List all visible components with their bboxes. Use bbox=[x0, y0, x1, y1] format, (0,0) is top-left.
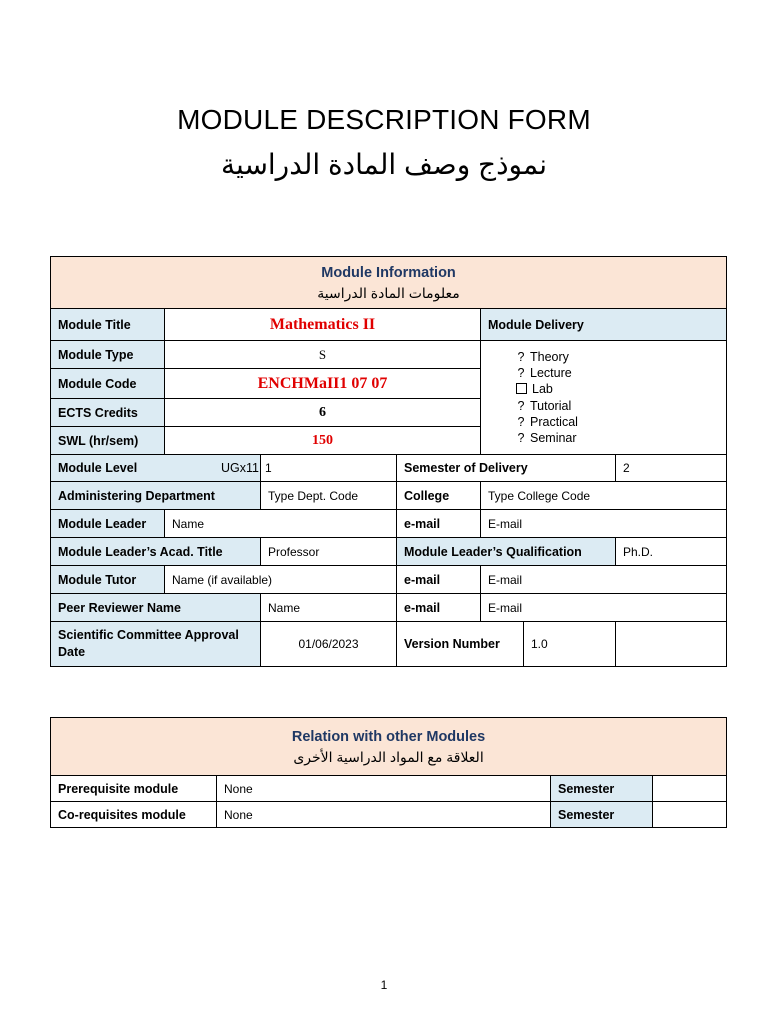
relations-heading-arabic: العلاقة مع المواد الدراسية الأخرى bbox=[293, 749, 484, 765]
module-level-label bbox=[51, 455, 261, 482]
swl-value: 150 bbox=[165, 427, 481, 455]
page-number: 1 bbox=[380, 978, 388, 992]
delivery-mark: ? bbox=[517, 431, 525, 446]
module-information-heading: Module Information bbox=[321, 265, 456, 281]
module-level-code: UGx11 bbox=[221, 461, 259, 475]
module-code-value: ENCHMaII1 07 07 bbox=[165, 369, 481, 399]
checkbox-icon bbox=[516, 383, 527, 394]
delivery-item-label: Seminar bbox=[530, 431, 577, 446]
module-type-value: S bbox=[165, 341, 481, 369]
module-type-label: Module Type bbox=[51, 341, 165, 369]
module-information-heading-arabic: معلومات المادة الدراسية bbox=[317, 285, 460, 301]
administering-department-value: Type Dept. Code bbox=[261, 482, 397, 510]
peer-reviewer-value: Name bbox=[261, 594, 397, 622]
module-delivery-label: Module Delivery bbox=[481, 309, 727, 341]
administering-department-label: Administering Department bbox=[51, 482, 261, 510]
module-information-header bbox=[51, 257, 727, 309]
module-tutor-value: Name (if available) bbox=[165, 566, 397, 594]
delivery-item-theory bbox=[514, 349, 719, 365]
version-blank-cell bbox=[616, 622, 727, 667]
module-code-label: Module Code bbox=[51, 369, 165, 399]
delivery-mark: ? bbox=[517, 414, 525, 429]
college-label: College bbox=[397, 482, 481, 510]
tutor-email-value: E-mail bbox=[481, 566, 727, 594]
prerequisite-semester-value bbox=[653, 776, 727, 802]
corequisite-semester-label: Semester bbox=[551, 802, 653, 828]
delivery-item-label: Tutorial bbox=[530, 398, 572, 413]
leader-qualification-value: Ph.D. bbox=[616, 538, 727, 566]
ects-credits-label: ECTS Credits bbox=[51, 399, 165, 427]
leader-acad-title-value: Professor bbox=[261, 538, 397, 566]
semester-of-delivery-label bbox=[397, 455, 616, 482]
peer-email-label: e-mail bbox=[397, 594, 481, 622]
delivery-item-practical bbox=[514, 414, 719, 430]
module-title-value: Mathematics II bbox=[165, 309, 481, 341]
delivery-mark: ? bbox=[517, 365, 525, 380]
ects-credits-value: 6 bbox=[165, 399, 481, 427]
college-value: Type College Code bbox=[481, 482, 727, 510]
tutor-email-label: e-mail bbox=[397, 566, 481, 594]
semester-of-delivery-label-text: Semester of Delivery bbox=[404, 461, 528, 475]
swl-label: SWL (hr/sem) bbox=[51, 427, 165, 455]
peer-reviewer-label: Peer Reviewer Name bbox=[51, 594, 261, 622]
corequisite-label: Co-requisites module bbox=[51, 802, 217, 828]
module-information-table bbox=[50, 256, 727, 667]
approval-date-value: 01/06/2023 bbox=[261, 622, 397, 667]
delivery-item-label: Theory bbox=[530, 349, 569, 364]
delivery-mark: ? bbox=[517, 349, 525, 364]
form-title-arabic: نموذج وصف المادة الدراسية bbox=[220, 149, 547, 180]
version-number-value: 1.0 bbox=[531, 637, 548, 651]
module-level-value: 1 bbox=[261, 455, 397, 482]
leader-qualification-label: Module Leader’s Qualification bbox=[397, 538, 616, 566]
delivery-item-seminar bbox=[514, 430, 719, 446]
form-title: MODULE DESCRIPTION FORM bbox=[177, 104, 591, 135]
semester-of-delivery-value: 2 bbox=[616, 455, 727, 482]
module-leader-label: Module Leader bbox=[51, 510, 165, 538]
delivery-item-lab bbox=[514, 381, 719, 397]
prerequisite-semester-label: Semester bbox=[551, 776, 653, 802]
delivery-item-tutorial bbox=[514, 398, 719, 414]
leader-email-label: e-mail bbox=[397, 510, 481, 538]
relations-table bbox=[50, 717, 727, 828]
approval-date-label: Scientific Committee Approval Date bbox=[51, 622, 261, 667]
delivery-item-label: Lab bbox=[532, 382, 553, 397]
delivery-item-label: Lecture bbox=[530, 365, 572, 380]
delivery-mark: ? bbox=[517, 398, 525, 413]
delivery-item-label: Practical bbox=[530, 414, 578, 429]
corequisite-semester-value bbox=[653, 802, 727, 828]
version-number-label: Version Number bbox=[397, 622, 524, 666]
leader-email-value: E-mail bbox=[481, 510, 727, 538]
module-level-label-text: Module Level bbox=[58, 461, 138, 475]
module-delivery-options bbox=[481, 341, 727, 455]
prerequisite-label: Prerequisite module bbox=[51, 776, 217, 802]
delivery-item-lecture bbox=[514, 365, 719, 381]
peer-email-value: E-mail bbox=[481, 594, 727, 622]
module-leader-value: Name bbox=[165, 510, 397, 538]
module-tutor-label: Module Tutor bbox=[51, 566, 165, 594]
delivery-list bbox=[488, 349, 719, 447]
version-number-cell bbox=[397, 622, 616, 667]
relations-header bbox=[51, 718, 727, 776]
prerequisite-value: None bbox=[217, 776, 551, 802]
corequisite-value: None bbox=[217, 802, 551, 828]
module-title-label: Module Title bbox=[51, 309, 165, 341]
leader-acad-title-label: Module Leader’s Acad. Title bbox=[51, 538, 261, 566]
relations-heading: Relation with other Modules bbox=[291, 729, 486, 745]
